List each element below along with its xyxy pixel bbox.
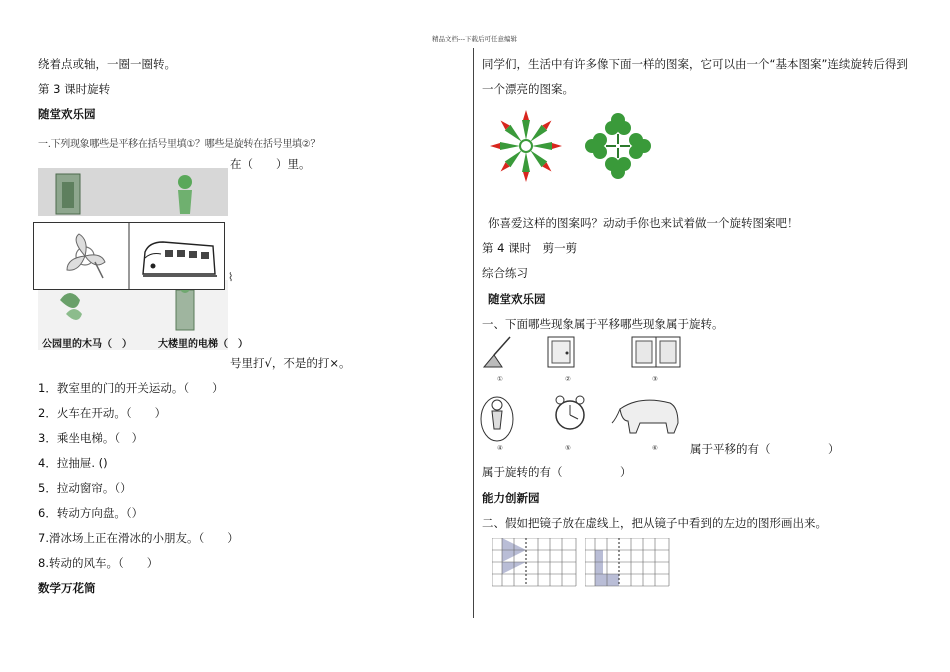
pic-num-2: ②: [565, 375, 571, 383]
elephant-slide-icon: [612, 400, 678, 433]
rotation-pattern-images: [488, 108, 668, 186]
section-title-right-1: 随堂欢乐园: [488, 292, 546, 306]
jump-rope-girl-icon: [481, 397, 513, 441]
judge-item-8: 8.转动的风车。（ ）: [38, 556, 159, 570]
section-title-left-2: 数学万花筒: [38, 581, 96, 595]
caption-carousel: 公园里的木马（ ）: [42, 339, 132, 350]
prompt-line: 你喜爱这样的图案吗？动动手你也来试着做一个旋转图案吧！: [488, 216, 799, 230]
judge-item-6: 6．转动方向盘。（）: [38, 506, 144, 520]
clover-pattern-icon: [585, 113, 651, 179]
lesson3-title: 第 3 课时旋转: [38, 82, 111, 96]
alarm-clock-icon: [556, 396, 584, 429]
question1-title: 一.下列现象哪些是平移在括号里填①？哪些是旋转在括号里填②？: [38, 139, 321, 150]
pinwheel-pattern-icon: [490, 110, 562, 182]
train-icon: [143, 242, 217, 276]
pic-num-6: ⑥: [652, 444, 658, 452]
question-r1: 一、下面哪些现象属于平移哪些现象属于旋转。: [482, 317, 724, 331]
mirror-grid-2[interactable]: [585, 538, 671, 588]
rotate-answer-label: 属于旋转的有（ ）: [482, 465, 632, 479]
column-divider: [473, 48, 474, 618]
phenomena-pictures: [480, 333, 690, 458]
left-line1: 绕着点或轴，一圈一圈转。: [38, 57, 176, 71]
question1-tail: 在（ ）里。: [230, 157, 311, 171]
judge-item-2: 2．火车在开动。（ ）: [38, 406, 167, 420]
judge-item-4: 4．拉抽屉. (): [38, 456, 108, 470]
section-title-left-1: 随堂欢乐园: [38, 107, 96, 121]
mirror-grid-1[interactable]: [492, 538, 578, 588]
fan-train-box: [33, 222, 225, 290]
broom-icon: [484, 337, 510, 367]
section-title-right-2: 能力创新园: [482, 491, 540, 505]
intro-line2: 一个漂亮的图案。: [482, 82, 574, 96]
translate-answer-label: 属于平移的有（ ）: [690, 442, 840, 456]
pic-num-5: ⑤: [565, 444, 571, 452]
review-title: 综合练习: [482, 266, 528, 280]
question-r2: 二、假如把镜子放在虚线上，把从镜子中看到的左边的图形画出来。: [482, 516, 827, 530]
question2-tail: 号里打√，不是的打×。: [230, 356, 351, 370]
margin-mark-1: ⌇: [228, 270, 234, 284]
judge-item-3: 3．乘坐电梯。（ ）: [38, 431, 144, 445]
header-note: 精品文档---下载后可任意编辑: [432, 35, 518, 43]
caption-elevator: 大楼里的电梯（ ）: [158, 339, 248, 350]
judge-item-1: 1．教室里的门的开关运动。（ ）: [38, 381, 224, 395]
pic-num-1: ①: [497, 375, 503, 383]
pic-num-4: ④: [497, 444, 503, 452]
judge-item-7: 7.滑冰场上正在滑冰的小朋友。（ ）: [38, 531, 239, 545]
door-icon: [548, 337, 574, 367]
lesson4-title: 第 4 课时 剪一剪: [482, 241, 578, 255]
pic-num-3: ③: [652, 375, 658, 383]
sliding-window-icon: [632, 337, 680, 367]
judge-item-5: 5．拉动窗帘。（）: [38, 481, 132, 495]
intro-line1: 同学们，生活中有许多像下面一样的图案，它可以由一个“基本图案”连续旋转后得到: [482, 57, 908, 71]
